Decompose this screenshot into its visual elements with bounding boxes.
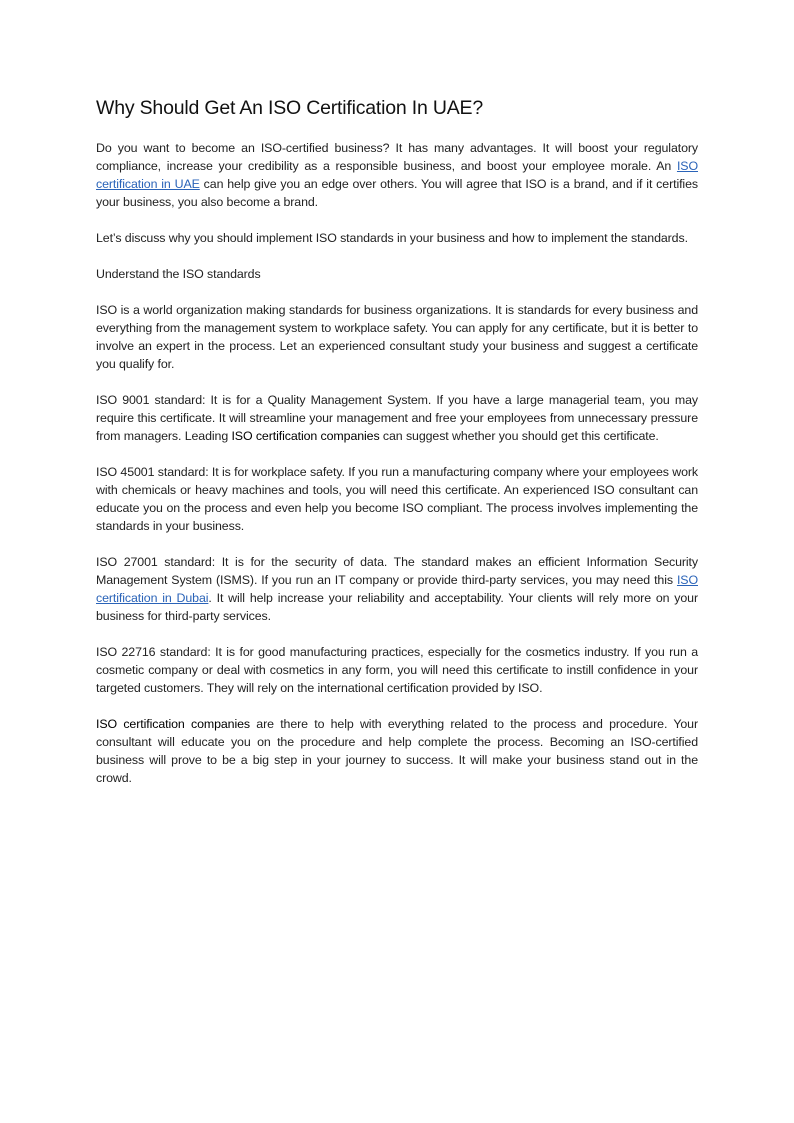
paragraph-iso-27001-text-b: . It will help increase your reliability and acceptability. Your clients will rely more on your business for third-party services. (96, 591, 698, 623)
paragraph-subheading: Understand the ISO standards (96, 267, 261, 281)
paragraph-iso-overview: ISO is a world organization making standards for business organizations. It is standards for every business and everything from the management system to workplace safety. You can apply for any certificate, but it is better to involve an expert in the process. Let an experienced consultant study your business and suggest a certificate you qualify for. (96, 303, 698, 371)
iso-certification-dubai-link[interactable]: ISO certification in Dubai (96, 573, 698, 605)
paragraph-iso-27001 (96, 553, 698, 625)
paragraph-iso-22716: ISO 22716 standard: It is for good manufacturing practices, especially for the cosmetics industry. If you run a cosmetic company or deal with cosmetics in any form, you will need this certificate to instill confidence in your targeted customers. They will rely on the international certification provided by ISO. (96, 645, 698, 695)
paragraph-intro-text-b: can help give you an edge over others. You will agree that ISO is a brand, and if it certifies your business, you also become a brand. (96, 177, 698, 209)
page-title: Why Should Get An ISO Certification In UAE? (96, 97, 483, 119)
iso-companies-keyword: ISO certification companies (96, 717, 251, 731)
paragraph-discuss: Let’s discuss why you should implement ISO standards in your business and how to implement the standards. (96, 231, 688, 245)
paragraph-iso-9001-text-a: ISO 9001 standard: It is for a Quality Management System. If you have a large managerial team, you may require this certificate. It will streamline your management and free your employees from unnecessary pressure from managers. Leading (96, 393, 698, 443)
paragraph-iso-45001: ISO 45001 standard: It is for workplace safety. If you run a manufacturing company where your employees work with chemicals or heavy machines and tools, you will need this certificate. An experienced ISO consultant can educate you on the process and even help you become ISO compliant. The process involves implementing the standards in your business. (96, 465, 698, 533)
iso-certification-uae-link[interactable]: ISO certification in UAE (96, 159, 698, 191)
iso-companies-keyword: ISO certification companies (231, 429, 380, 443)
paragraph-iso-9001 (96, 391, 698, 445)
document-page (96, 96, 698, 805)
paragraph-iso-9001-text-b: can suggest whether you should get this certificate. (379, 429, 659, 443)
paragraph-conclusion-text-b: are there to help with everything related to the process and procedure. Your consultant will educate you on the procedure and help complete the process. Becoming an ISO-certified business will prove to be a big step in your journey to success. It will make your business stand out in the crowd. (96, 717, 698, 785)
paragraph-intro (96, 139, 698, 211)
paragraph-conclusion (96, 715, 698, 787)
paragraph-iso-27001-text-a: ISO 27001 standard: It is for the security of data. The standard makes an efficient Information Security Management System (ISMS). If you run an IT company or provide third-party services, you may need this (96, 555, 698, 587)
paragraph-intro-text-a: Do you want to become an ISO-certified business? It has many advantages. It will boost your regulatory compliance, increase your credibility as a responsible business, and boost your employee morale. An (96, 141, 698, 173)
